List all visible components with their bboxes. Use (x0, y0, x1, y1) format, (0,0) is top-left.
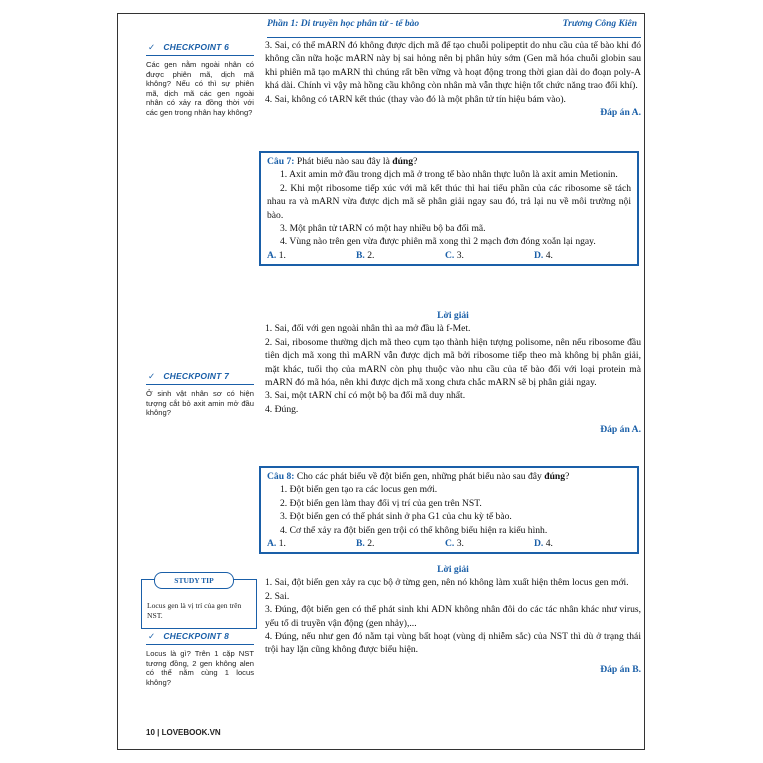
solution-line: 2. Sai. (265, 590, 290, 602)
checkpoint-7 (146, 371, 254, 418)
checkpoint-6-label: CHECKPOINT 6 (163, 42, 230, 52)
option-a[interactable] (267, 537, 356, 550)
statement: 3. Một phân tử tARN có một hay nhiều bộ ba đối mã. (280, 223, 486, 235)
option-b[interactable] (356, 249, 445, 262)
solution-7 (265, 309, 641, 437)
statement: 2. Khi một ribosome tiếp xúc với mã kết thúc thì hai tiểu phần của các ribosome sẽ tách nhau ra và mARN vừa được dịch mã sẽ phân giải ngay sau đó, trả lại nu về môi trường nội bào. (267, 182, 631, 221)
question-8-mark: ? (565, 471, 570, 482)
header-author: Trương Công Kiên (562, 19, 637, 29)
answer-label: Đáp án A. (600, 107, 641, 119)
option-key: D. (534, 538, 544, 550)
solution-line: 4. Sai, không có tARN kết thúc (thay vào đó là một phân tử tín hiệu bám vào). (265, 93, 566, 105)
option-key: C. (445, 538, 455, 550)
solution-line: 2. Sai, ribosome thường dịch mã theo cụm tạo thành hiện tượng polisome, nên nếu ribosome đầu tiên dịch mã xong thì mARN vẫn được dịch mã bởi ribosome tiếp theo mà không bị phân giải, mặt khác, tuổi thọ của mARN còn phụ thuộc vào nhu cầu của tế bào đối với loại protein mà mARN đó mã hóa, nên khi được dịch mã xong chưa chắc mARN sẽ bị phân giải ngay. (265, 336, 641, 389)
question-8-stem (267, 470, 631, 483)
option-key: A. (267, 249, 277, 261)
option-key: D. (534, 249, 544, 261)
question-7-mark: ? (413, 156, 418, 167)
checkpoint-6-question: Các gen nằm ngoài nhân có được phiên mã, dịch mã không? Nếu có thì sự phiên mã, dịch mã các gen ngoài nhân có xảy ra đồng thời với các gen trong nhân hay không? (146, 60, 254, 117)
statement: 3. Đột biến gen có thể phát sinh ở pha G1 của chu kỳ tế bào. (280, 511, 512, 523)
question-7-text: Phát biểu nào sau đây là (296, 156, 393, 167)
option-c[interactable] (445, 249, 534, 262)
question-7-box (259, 151, 639, 266)
checkpoint-7-title (146, 371, 254, 385)
option-key: C. (445, 249, 455, 261)
answer-label: Đáp án B. (600, 663, 641, 675)
option-value: 4. (545, 538, 553, 550)
question-7-label: Câu 7: (267, 156, 295, 167)
check-icon: ✓ (148, 42, 156, 52)
checkpoint-8-question: Locus là gì? Trên 1 cặp NST tương đồng, 2 gen không alen có thể nằm cùng 1 locus không? (146, 649, 254, 687)
solution-line: 3. Sai, một tARN chỉ có một bộ ba đối mã duy nhất. (265, 390, 466, 402)
option-key: A. (267, 538, 277, 550)
question-8-box (259, 466, 639, 554)
page-header (267, 17, 641, 38)
book-page (117, 13, 645, 750)
answer-label: Đáp án A. (600, 424, 641, 436)
statement: 1. Đột biến gen tạo ra các locus gen mới. (280, 484, 438, 496)
check-icon: ✓ (148, 631, 156, 641)
checkpoint-7-question: Ở sinh vật nhân sơ có hiện tượng cắt bỏ axit amin mở đầu không? (146, 389, 254, 418)
option-key: B. (356, 538, 365, 550)
option-value: 2. (367, 249, 375, 261)
option-value: 3. (456, 538, 464, 550)
statement: 2. Đột biến gen làm thay đổi vị trí của gen trên NST. (280, 497, 482, 509)
checkpoint-8-label: CHECKPOINT 8 (163, 631, 230, 641)
question-7-stem (267, 155, 631, 168)
statement: 1. Axit amin mở đầu trong dịch mã ở trong tế bào nhân thực luôn là axit amin Metionin. (280, 169, 618, 181)
option-value: 4. (545, 249, 553, 261)
solution-title: Lời giải (437, 564, 469, 575)
option-c[interactable] (445, 537, 534, 550)
question-7-emphasis: đúng (392, 156, 414, 167)
study-tip-box (141, 576, 257, 629)
statement: 4. Vùng nào trên gen vừa được phiên mã xong thì 2 mạch đơn đóng xoắn lại ngay. (280, 236, 596, 248)
solution-title: Lời giải (437, 310, 469, 321)
option-d[interactable] (534, 249, 623, 262)
option-a[interactable] (267, 249, 356, 262)
option-key: B. (356, 249, 365, 261)
question-8-emphasis: đúng (544, 471, 566, 482)
solution-8 (265, 563, 641, 676)
solution-line: 4. Đúng. (265, 403, 299, 415)
checkpoint-6 (146, 42, 254, 118)
checkpoint-8-title (146, 631, 254, 645)
previous-solution (265, 39, 641, 119)
option-value: 2. (367, 538, 375, 550)
checkpoint-7-label: CHECKPOINT 7 (163, 371, 230, 381)
checkpoint-8 (146, 631, 254, 687)
study-tip-text: Locus gen là vị trí của gen trên NST. (147, 601, 242, 620)
solution-line: 1. Sai, đối với gen ngoài nhân thì aa mở đầu là f-Met. (265, 323, 471, 335)
answer-options (267, 249, 631, 262)
question-8-text: Cho các phát biểu về đột biến gen, những phát biểu nào sau đây (296, 471, 545, 482)
solution-line: 3. Sai, có thể mARN đó không được dịch mã để tạo chuỗi polipeptit do nhu cầu của tế bào khi đó không cần nữa hoặc mARN này bị sai hỏng nên bị phân hủy sớm (Gen mã hóa chuỗi globin sau khi phiên mã tạo mARN thì chúng rất bền vững và hoạt động trong thời gian dài do đoạn poly-A khá dài. Chính vì vậy mà hồng cầu không còn nhân mà vẫn thực hiện tốt chức năng trao đổi khí). (265, 40, 641, 92)
solution-line: 4. Đúng, nếu như gen đó nằm tại vùng bất hoạt (vùng dị nhiễm sắc) của NST thì dù ở trạng thái trội hay lặn cũng không được biểu hiện. (265, 631, 641, 656)
answer-options (267, 537, 631, 550)
option-b[interactable] (356, 537, 445, 550)
header-chapter: Phần 1: Di truyền học phân tử - tế bào (267, 19, 420, 29)
statement: 4. Cơ thể xảy ra đột biến gen trội có thể không biểu hiện ra kiểu hình. (280, 524, 548, 536)
option-d[interactable] (534, 537, 623, 550)
option-value: 1. (278, 538, 286, 550)
option-value: 1. (278, 249, 286, 261)
study-tip-title: STUDY TIP (154, 572, 234, 589)
checkpoint-6-title (146, 42, 254, 56)
page-footer: 10 | LOVEBOOK.VN (146, 728, 221, 737)
check-icon: ✓ (148, 371, 156, 381)
question-8-label: Câu 8: (267, 471, 295, 482)
option-value: 3. (456, 249, 464, 261)
solution-line: 3. Đúng, đột biến gen có thể phát sinh khi ADN không nhân đôi do các tác nhân khác như virus, yếu tố di truyền vận động (gen nhảy),... (265, 604, 641, 629)
solution-line: 1. Sai, đột biến gen xảy ra cục bộ ở từng gen, nên nó không làm xuất hiện thêm locus gen mới. (265, 577, 629, 589)
